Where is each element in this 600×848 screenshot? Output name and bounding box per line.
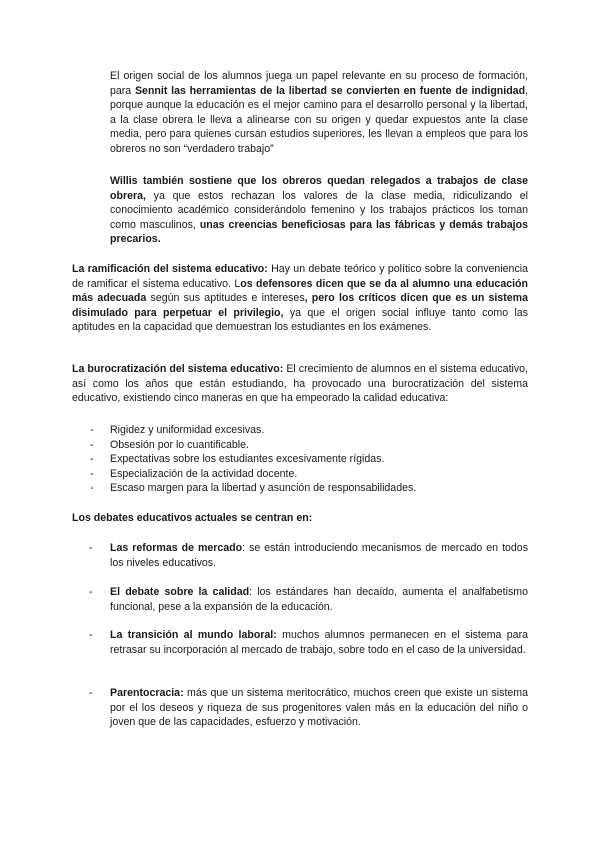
burocratizacion-list	[72, 423, 528, 496]
list-item	[72, 438, 528, 453]
debate-item-text	[110, 585, 528, 614]
list-item-text: Rigidez y uniformidad excesivas.	[110, 424, 265, 436]
list-item-text: Especialización de la actividad docente.	[110, 467, 298, 480]
debate-text: : se están introduciendo mecanismos de mercado en todos los niveles educativos.	[110, 542, 528, 569]
bold-text: os defensores dicen que se da al alumno una educación más adecuada	[72, 277, 528, 305]
paragraph-willis	[110, 174, 528, 247]
paragraph-ramificacion	[72, 262, 528, 335]
debate-title: Las reformas de mercado	[110, 542, 243, 554]
text: Hay un debate teórico y político sobre la conveniencia de ramificar el sistema educativo. L	[72, 263, 528, 290]
paragraph-debates-heading	[72, 511, 528, 526]
list-item-text: Escaso margen para la libertad y asunción de responsabilidades.	[110, 482, 417, 495]
paragraph-sennit	[110, 69, 528, 157]
text: El origen social de los alumnos juega un papel relevante en su proceso de formación, para	[110, 70, 528, 97]
debate-item-text	[110, 686, 528, 730]
debate-item-transicion	[72, 628, 528, 657]
list-item	[72, 481, 528, 496]
list-marker: -	[89, 629, 93, 641]
list-marker: -	[90, 467, 94, 480]
list-marker: -	[90, 482, 94, 495]
list-marker: -	[89, 687, 93, 699]
text: , porque aunque la educación es el mejor camino para el desarrollo personal y la libertad, a la clase obrera le lleva a alinearse con su origen y quedar expuestos ante la clase media, pero para quienes cursan estudios superiores, les llevan a empleos que para los obreros no son “verdadero trabajo”	[110, 84, 528, 155]
list-marker: -	[90, 424, 94, 436]
section-heading: La ramificación del sistema educativo:	[72, 263, 268, 275]
debate-text: más que un sistema meritocrático, muchos creen que existe un sistema por el los deseos y riqueza de sus progenitores valen más en la educación del niño o joven que de las capacidades, esfuerzo y motivación.	[110, 687, 528, 729]
bold-text: Sennit las herramientas de la libertad se convierten en fuente de indignidad	[134, 84, 526, 97]
debate-title: Parentocracia:	[110, 687, 184, 699]
text: ya que estos rechazan los valores de la clase media, ridiculizando el conocimiento académico considerándolo femenino y los trabajos prácticos los toman como masculinos,	[110, 189, 528, 231]
list-item	[72, 467, 528, 482]
bold-text: unas creencias beneficiosas para las fábricas y demás trabajos precarios.	[110, 218, 528, 246]
list-marker: -	[89, 586, 93, 598]
list-marker: -	[90, 438, 94, 451]
debate-item-text	[110, 628, 528, 657]
section-heading: La burocratización del sistema educativo:	[72, 363, 284, 375]
list-item	[72, 452, 528, 467]
debate-item-parentocracia	[72, 686, 528, 730]
debate-item-text	[110, 541, 528, 570]
debate-title: La transición al mundo laboral:	[110, 629, 277, 641]
bold-text: , pero los críticos dicen que es un sistema disimulado para perpetuar el privilegio,	[72, 292, 528, 319]
debate-title: El debate sobre la calidad	[110, 586, 250, 598]
list-item	[72, 423, 528, 438]
debate-item-calidad	[72, 585, 528, 614]
list-marker: -	[90, 453, 94, 466]
section-heading: Los debates educativos actuales se centran en:	[72, 512, 313, 524]
text: El crecimiento de alumnos en el sistema educativo, así como los años que están estudiando, ha provocado una burocratización del sistema educativo, existiendo cinco maneras en que ha empeorado la calidad educativa:	[72, 363, 528, 405]
list-item-text: Expectativas sobre los estudiantes excesivamente rígidas.	[110, 453, 385, 466]
text: ya que el origen social influye tanto como las aptitudes en la capacidad que demuestran los estudiantes en los exámenes.	[72, 306, 528, 334]
bold-text: Willis también sostiene que los obreros quedan relegados a trabajos de clase obrera,	[110, 175, 528, 202]
list-item-text: Obsesión por lo cuantificable.	[110, 438, 249, 451]
paragraph-burocratizacion	[72, 362, 528, 406]
debate-item-mercado	[72, 541, 528, 570]
debate-text: : los estándares han decaído, aumenta el analfabetismo funcional, pese a la expansión de la educación.	[110, 586, 528, 613]
list-marker: -	[89, 542, 93, 554]
debate-text: muchos alumnos permanecen en el sistema para retrasar su incorporación al mercado de trabajo, sobre todo en el caso de la universidad.	[110, 629, 528, 656]
text: según sus aptitudes e intereses	[146, 292, 305, 305]
